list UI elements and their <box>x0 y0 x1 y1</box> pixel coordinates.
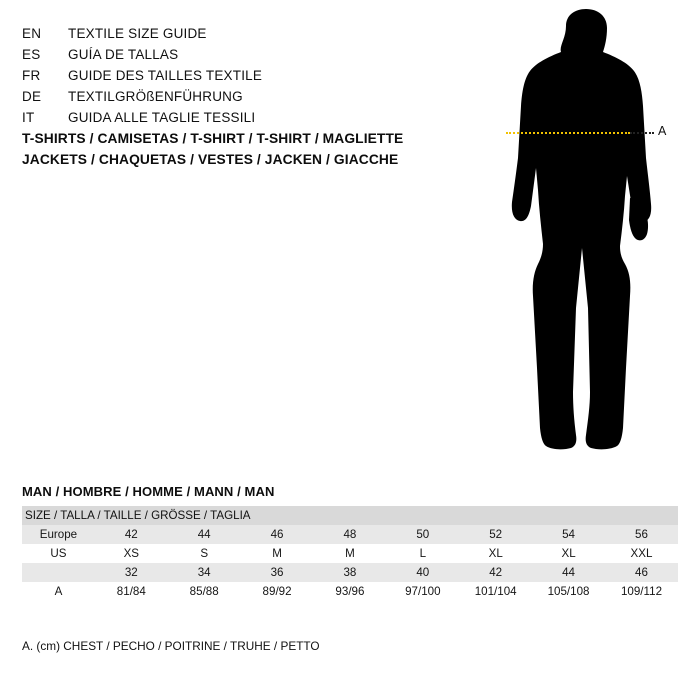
table-row <box>22 582 678 601</box>
cell: 42 <box>95 525 168 544</box>
cell: 101/104 <box>459 582 532 601</box>
language-row-fr <box>22 68 442 89</box>
cell: 38 <box>314 563 387 582</box>
language-text-es: GUÍA DE TALLAS <box>68 47 179 62</box>
language-code-fr: FR <box>22 68 41 83</box>
row-label-us: US <box>22 544 95 563</box>
language-row-de <box>22 89 442 110</box>
table-row <box>22 525 678 544</box>
cell: 40 <box>386 563 459 582</box>
language-code-es: ES <box>22 47 41 62</box>
row-label-us-numeric <box>22 563 95 582</box>
cell: 46 <box>241 525 314 544</box>
language-list <box>22 26 442 131</box>
row-label-a: A <box>22 582 95 601</box>
category-list <box>22 128 462 170</box>
chest-measure-leader <box>630 132 654 134</box>
table-group-heading: MAN / HOMBRE / HOMME / MANN / MAN <box>22 484 275 499</box>
cell: L <box>386 544 459 563</box>
cell: 50 <box>386 525 459 544</box>
male-silhouette-figure <box>470 8 700 468</box>
cell: 36 <box>241 563 314 582</box>
row-label-europe: Europe <box>22 525 95 544</box>
cell: XS <box>95 544 168 563</box>
language-row-es <box>22 47 442 68</box>
language-text-it: GUIDA ALLE TAGLIE TESSILI <box>68 110 256 125</box>
cell: 89/92 <box>241 582 314 601</box>
table-row <box>22 563 678 582</box>
cell: 32 <box>95 563 168 582</box>
size-table <box>22 506 678 601</box>
cell: M <box>241 544 314 563</box>
cell: 105/108 <box>532 582 605 601</box>
language-row-en <box>22 26 442 47</box>
chest-measure-label: A <box>658 124 667 138</box>
cell: M <box>314 544 387 563</box>
language-text-de: TEXTILGRÖßENFÜHRUNG <box>68 89 243 104</box>
cell: 34 <box>168 563 241 582</box>
cell: S <box>168 544 241 563</box>
cell: 52 <box>459 525 532 544</box>
language-code-de: DE <box>22 89 42 104</box>
table-footnote: A. (cm) CHEST / PECHO / POITRINE / TRUHE / PETTO <box>22 639 320 653</box>
language-text-en: TEXTILE SIZE GUIDE <box>68 26 207 41</box>
cell: 54 <box>532 525 605 544</box>
cell: 42 <box>459 563 532 582</box>
cell: 85/88 <box>168 582 241 601</box>
cell: 44 <box>532 563 605 582</box>
chest-measure-line <box>506 132 630 134</box>
cell: 97/100 <box>386 582 459 601</box>
cell: 46 <box>605 563 678 582</box>
table-row <box>22 544 678 563</box>
cell: 48 <box>314 525 387 544</box>
silhouette-icon <box>470 8 700 468</box>
language-code-en: EN <box>22 26 42 41</box>
cell: XL <box>532 544 605 563</box>
cell: 81/84 <box>95 582 168 601</box>
cell: 44 <box>168 525 241 544</box>
language-code-it: IT <box>22 110 35 125</box>
category-line-jackets: JACKETS / CHAQUETAS / VESTES / JACKEN / GIACCHE <box>22 152 399 167</box>
cell: 109/112 <box>605 582 678 601</box>
table-band-heading-row <box>22 506 678 525</box>
cell: 93/96 <box>314 582 387 601</box>
cell: XXL <box>605 544 678 563</box>
language-text-fr: GUIDE DES TAILLES TEXTILE <box>68 68 263 83</box>
cell: XL <box>459 544 532 563</box>
cell: 56 <box>605 525 678 544</box>
category-line-tshirts: T-SHIRTS / CAMISETAS / T-SHIRT / T-SHIRT / MAGLIETTE <box>22 131 404 146</box>
size-table-region <box>22 484 678 601</box>
table-band-heading: SIZE / TALLA / TAILLE / GRÖSSE / TAGLIA <box>22 506 678 525</box>
